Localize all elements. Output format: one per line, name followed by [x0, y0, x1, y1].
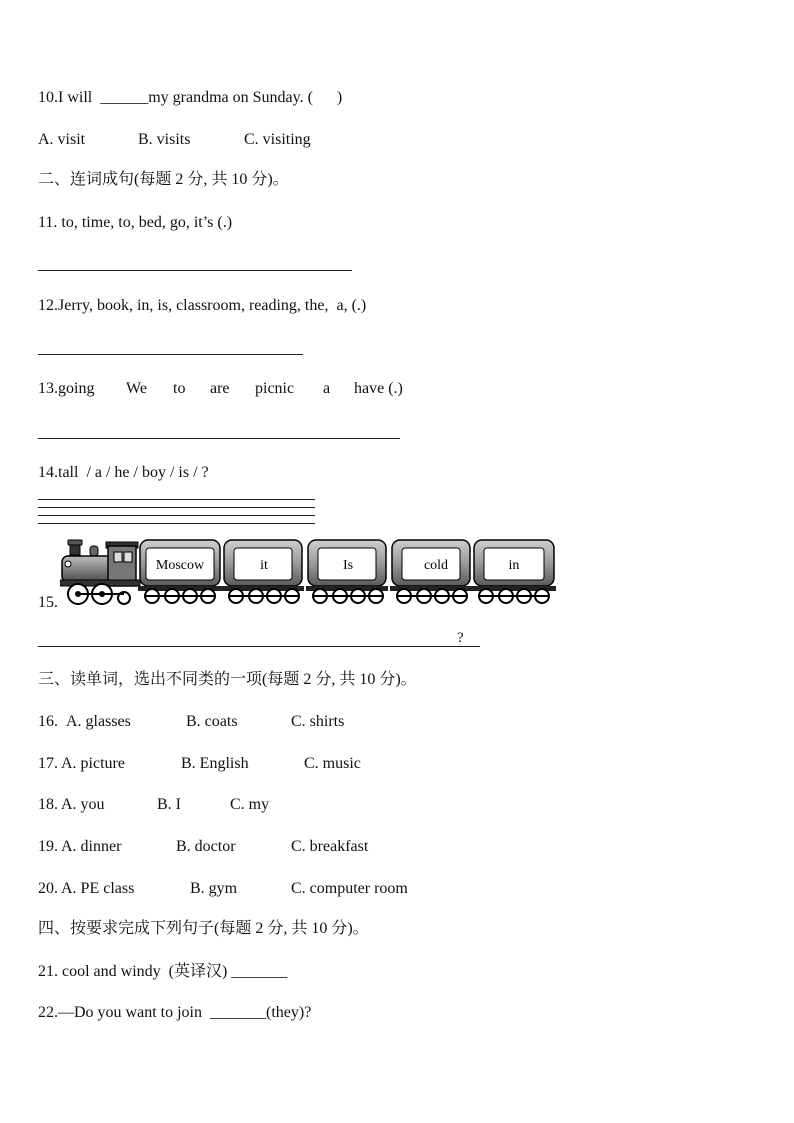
q17-number: 17. [38, 755, 58, 772]
section-3-heading: 三、读单词，选出不同类的一项(每题 2 分, 共 10 分)。 [38, 671, 417, 688]
q14-writing-line [38, 515, 315, 516]
q10-option-c: C. visiting [244, 131, 311, 148]
q16-number: 16. [38, 713, 58, 730]
q18-number: 18. [38, 796, 58, 813]
q11-question: 11. to, time, to, bed, go, it’s (.) [38, 214, 233, 231]
q10-option-b: B. visits [138, 131, 191, 148]
q10-question: 10.I will ______my grandma on Sunday. ( ) [38, 89, 343, 106]
q18-option-b: B. I [157, 796, 181, 813]
q14-writing-line [38, 523, 315, 524]
q17-option-a: A. picture [61, 755, 125, 772]
q13-number-word: 13.going [38, 380, 95, 397]
train-car-label: Moscow [155, 558, 205, 573]
section-2-heading: 二、连词成句(每题 2 分, 共 10 分)。 [38, 171, 289, 188]
q22-question: 22.—Do you want to join _______(they)? [38, 1004, 312, 1021]
q11-answer-line [38, 270, 352, 271]
train-illustration [60, 536, 560, 612]
train-car-label: Is [342, 558, 354, 573]
q14-question: 14.tall / a / he / boy / is / ? [38, 464, 209, 481]
q20-option-b: B. gym [190, 880, 238, 897]
q18-option-c: C. my [230, 796, 270, 813]
train-car-label: it [260, 558, 268, 573]
train-car [138, 540, 222, 603]
train-car [306, 540, 388, 603]
q19-option-c: C. breakfast [291, 838, 369, 855]
q13-word: a [323, 380, 331, 397]
q16-option-a: A. glasses [66, 713, 131, 730]
q19-option-b: B. doctor [176, 838, 236, 855]
train-car [472, 540, 556, 603]
q13-word: to [173, 380, 186, 397]
q16-option-c: C. shirts [291, 713, 345, 730]
q10-option-a: A. visit [38, 131, 86, 148]
q17-option-b: B. English [181, 755, 249, 772]
q20-option-a: A. PE class [61, 880, 135, 897]
q13-answer-line [38, 438, 400, 439]
q18-option-a: A. you [61, 796, 105, 813]
q13-word: have (.) [354, 380, 403, 397]
q20-number: 20. [38, 880, 58, 897]
q19-option-a: A. dinner [61, 838, 122, 855]
train-car [390, 540, 472, 603]
q15-question-mark: ? [457, 630, 464, 646]
q21-question: 21. cool and windy (英译汉) _______ [38, 963, 288, 980]
train-car [222, 540, 304, 603]
q15-answer-line [38, 646, 480, 647]
q19-number: 19. [38, 838, 58, 855]
q14-writing-line [38, 499, 315, 500]
q14-writing-line [38, 507, 315, 508]
q20-option-c: C. computer room [291, 880, 408, 897]
q16-option-b: B. coats [186, 713, 238, 730]
q12-question: 12.Jerry, book, in, is, classroom, reading, the, a, (.) [38, 297, 367, 314]
section-4-heading: 四、按要求完成下列句子(每题 2 分, 共 10 分)。 [38, 920, 369, 937]
locomotive-icon [60, 540, 140, 604]
train-car-label: cold [423, 558, 449, 573]
train-car-label: in [508, 558, 520, 573]
q13-word: We [126, 380, 147, 397]
q17-option-c: C. music [304, 755, 361, 772]
q15-number: 15. [38, 594, 58, 611]
q13-word: picnic [255, 380, 295, 397]
q13-word: are [210, 380, 230, 397]
q12-answer-line [38, 354, 303, 355]
